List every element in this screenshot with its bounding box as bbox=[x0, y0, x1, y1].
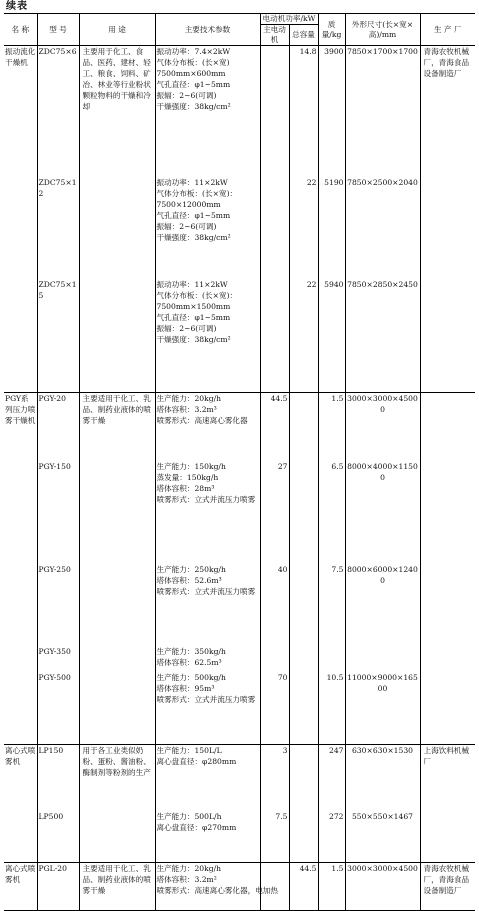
params-cell bbox=[155, 46, 260, 177]
param-line: 生产能力：250kg/h bbox=[156, 564, 226, 574]
header-params: 主要技术参数 bbox=[155, 14, 260, 46]
dims-cell: 7850×1700×1700 bbox=[345, 46, 420, 177]
param-line: 喷雾形式：立式并流压力喷雾 bbox=[156, 694, 256, 704]
param-line: 振动功率：11×2kW bbox=[156, 279, 228, 289]
use-cell: 主要用于化工、食品、医药、建材、轻工、粮食、饲料、矿冶、林业等行业粉状颗粒物料的干燥和冷却 bbox=[79, 46, 155, 393]
param-line: 振辐：2~6(可调) bbox=[156, 323, 217, 333]
page-title: 续表 bbox=[6, 1, 28, 12]
params-cell bbox=[155, 279, 260, 393]
param-line: 7500×12000mm bbox=[156, 199, 221, 209]
param-line: 气孔直径：φ1~5mm bbox=[156, 210, 231, 220]
table-row bbox=[4, 646, 475, 672]
mass-cell: 10.5 bbox=[318, 672, 345, 745]
params-cell bbox=[155, 461, 260, 564]
power-total-cell bbox=[289, 811, 318, 863]
header-power-total: 总容量 bbox=[289, 25, 318, 46]
table-row bbox=[4, 863, 475, 911]
param-line: 生产能力：150L/L bbox=[156, 746, 222, 755]
header-power: 电动机功率/kW bbox=[260, 14, 318, 25]
power-main-cell bbox=[260, 646, 289, 672]
table-row bbox=[4, 811, 475, 863]
params-cell bbox=[155, 564, 260, 646]
use-cell: 主要适用于化工、乳品、制药业液体的喷雾干燥 bbox=[79, 393, 155, 745]
param-line: 生产能力：500kg/h bbox=[156, 672, 226, 682]
power-total-cell bbox=[289, 646, 318, 672]
power-main-cell: 7.5 bbox=[260, 811, 289, 863]
dims-cell: 3000×3000×4500 bbox=[345, 863, 420, 911]
power-main-cell bbox=[260, 177, 289, 279]
power-main-cell: 44.5 bbox=[260, 393, 289, 461]
param-line: 干燥强度：38kg/cm² bbox=[156, 102, 231, 111]
params-cell bbox=[155, 177, 260, 279]
dims-cell: 550×550×1467 bbox=[345, 811, 420, 863]
dims-cell bbox=[345, 646, 420, 672]
table-row bbox=[4, 672, 475, 745]
table-row bbox=[4, 564, 475, 646]
mass-cell: 6.5 bbox=[318, 461, 345, 564]
model-cell: PGY-500 bbox=[37, 672, 79, 745]
model-cell: PGL-20 bbox=[37, 863, 79, 911]
maker-cell: 上海饮料机械厂 bbox=[420, 745, 475, 863]
power-total-cell: 14.8 bbox=[289, 46, 318, 177]
model-cell: PGY-20 bbox=[37, 393, 79, 461]
power-total-cell bbox=[289, 745, 318, 811]
param-line: 气体分布板：(长×宽) bbox=[156, 58, 230, 67]
param-line: 振辐：2~6(可调) bbox=[156, 91, 217, 100]
param-line: 塔体容积：3.2m³ bbox=[156, 405, 217, 414]
param-line: 气孔直径：φ1~5mm bbox=[156, 312, 231, 322]
dims-cell: 7850×2850×2450 bbox=[345, 279, 420, 393]
param-line: 生产能力：500L/h bbox=[156, 811, 222, 821]
params-cell bbox=[155, 745, 260, 811]
table-row bbox=[4, 46, 475, 177]
equipment-name: 离心式喷雾机 bbox=[4, 863, 37, 911]
header-mass: 质量/kg bbox=[318, 14, 345, 46]
params-cell bbox=[155, 863, 278, 911]
power-main-cell bbox=[260, 46, 289, 177]
params-cell bbox=[155, 672, 260, 745]
power-main-cell: 27 bbox=[260, 461, 289, 564]
header-power-main: 主电动机 bbox=[260, 25, 289, 46]
param-line: 塔体容积：95m³ bbox=[156, 683, 215, 693]
mass-cell: 1.5 bbox=[318, 393, 345, 461]
param-line: 塔体容积：62.5m³ bbox=[156, 657, 222, 667]
param-line: 生产能力：20kg/h bbox=[156, 864, 222, 873]
header-name: 名 称 bbox=[4, 14, 37, 46]
dims-cell: 8000×4000×11500 bbox=[345, 461, 420, 564]
param-line: 喷雾形式：高速离心雾化器，电加热 bbox=[156, 886, 278, 895]
maker-cell bbox=[420, 393, 475, 745]
table-row bbox=[4, 745, 475, 811]
mass-cell: 272 bbox=[318, 811, 345, 863]
dims-cell: 3000×3000×45000 bbox=[345, 393, 420, 461]
table-body bbox=[4, 46, 475, 911]
param-line: 气体分布板：(长×宽)： bbox=[156, 290, 238, 300]
power-total-cell: 22 bbox=[289, 279, 318, 393]
model-cell: LP500 bbox=[37, 811, 79, 863]
use-cell: 用于各工业类似奶粉、蛋粉、酱油粉、酶制剂等粉剂的生产 bbox=[79, 745, 155, 863]
model-cell: LP150 bbox=[37, 745, 79, 811]
param-line: 干燥强度：38kg/cm² bbox=[156, 232, 231, 242]
power-total-cell: 22 bbox=[289, 177, 318, 279]
param-line: 离心盘直径：φ270mm bbox=[156, 822, 237, 832]
param-line: 气体分布板：(长×宽)： bbox=[156, 188, 238, 198]
param-line: 喷雾形式：高速离心雾化器 bbox=[156, 416, 248, 425]
params-cell bbox=[155, 646, 260, 672]
table-row bbox=[4, 461, 475, 564]
equipment-name: PGY系列压力喷雾干燥机 bbox=[4, 393, 37, 745]
spec-table bbox=[4, 13, 475, 911]
param-line: 生产能力：20kg/h bbox=[156, 394, 222, 403]
use-cell: 主要适用于化工、乳品、制药业液体的喷雾干燥 bbox=[79, 863, 155, 911]
param-line: 塔体容积：28m³ bbox=[156, 483, 215, 493]
param-line: 振动功率：11×2kW bbox=[156, 177, 228, 187]
param-line: 喷雾形式：立式并流压力喷雾 bbox=[156, 494, 256, 504]
mass-cell: 5940 bbox=[318, 279, 345, 393]
header-model: 型 号 bbox=[37, 14, 79, 46]
model-cell: ZDC75×6 bbox=[37, 46, 79, 177]
table-row bbox=[4, 177, 475, 279]
dims-cell: 7850×2500×2040 bbox=[345, 177, 420, 279]
dims-cell: 11000×9000×16500 bbox=[345, 672, 420, 745]
power-total-cell bbox=[289, 461, 318, 564]
power-total-cell: 44.5 bbox=[289, 863, 318, 911]
power-main-cell bbox=[260, 279, 289, 393]
dims-cell: 630×630×1530 bbox=[345, 745, 420, 811]
param-line: 喷雾形式：立式并流压力喷雾 bbox=[156, 586, 256, 596]
header-maker: 生 产 厂 bbox=[420, 14, 475, 46]
param-line: 气孔直径：φ1~5mm bbox=[156, 80, 231, 89]
param-line: 蒸发量：150kg/h bbox=[156, 472, 219, 482]
model-cell: PGY-350 bbox=[37, 646, 79, 672]
header-use: 用 途 bbox=[79, 14, 155, 46]
maker-cell: 青海农牧机械厂，青海食品设备制造厂 bbox=[420, 863, 475, 911]
param-line: 塔体容积：52.6m³ bbox=[156, 575, 222, 585]
power-total-cell bbox=[289, 672, 318, 745]
model-cell: PGY-150 bbox=[37, 461, 79, 564]
mass-cell bbox=[318, 646, 345, 672]
header-dims: 外形尺寸(长×宽×高)/mm bbox=[345, 14, 420, 46]
param-line: 7500mm×600mm bbox=[156, 69, 226, 78]
table-row bbox=[4, 279, 475, 393]
mass-cell: 3900 bbox=[318, 46, 345, 177]
mass-cell: 1.5 bbox=[318, 863, 345, 911]
mass-cell: 247 bbox=[318, 745, 345, 811]
table-row bbox=[4, 393, 475, 461]
model-cell: PGY-250 bbox=[37, 564, 79, 646]
power-total-cell bbox=[289, 564, 318, 646]
model-cell: ZDC75×12 bbox=[37, 177, 79, 279]
params-cell bbox=[155, 393, 260, 461]
maker-cell: 青海农牧机械厂，青海食品设备制造厂 bbox=[420, 46, 475, 393]
param-line: 离心盘直径：φ280mm bbox=[156, 757, 237, 766]
power-main-cell: 3 bbox=[260, 745, 289, 811]
param-line: 生产能力：350kg/h bbox=[156, 646, 226, 656]
model-cell: ZDC75×15 bbox=[37, 279, 79, 393]
param-line: 振动功率：7.4×2kW bbox=[156, 47, 231, 56]
param-line: 生产能力：150kg/h bbox=[156, 461, 226, 471]
equipment-name: 离心式喷雾机 bbox=[4, 745, 37, 863]
params-cell bbox=[155, 811, 260, 863]
mass-cell: 7.5 bbox=[318, 564, 345, 646]
param-line: 7500mm×1500mm bbox=[156, 301, 231, 311]
dims-cell: 8000×6000×12400 bbox=[345, 564, 420, 646]
power-main-cell: 40 bbox=[260, 564, 289, 646]
param-line: 振辐：2~6(可调) bbox=[156, 221, 217, 231]
param-line: 干燥强度：38kg/cm² bbox=[156, 334, 231, 344]
power-main-cell: 70 bbox=[260, 672, 289, 745]
equipment-name: 振动流化干燥机 bbox=[4, 46, 37, 393]
power-total-cell bbox=[289, 393, 318, 461]
mass-cell: 5190 bbox=[318, 177, 345, 279]
param-line: 塔体容积：3.2m² bbox=[156, 875, 217, 884]
